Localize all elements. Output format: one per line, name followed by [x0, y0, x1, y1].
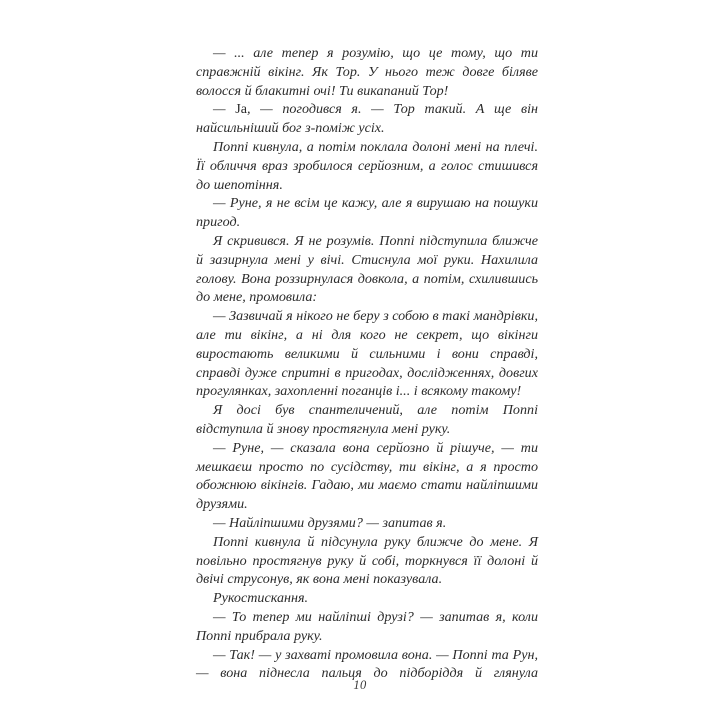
paragraph [196, 100, 538, 138]
paragraph: Рукостискання. [213, 590, 309, 607]
paragraph: Поппі кивнула, а потім поклала долоні мені на плечі. Її обличчя враз зробилося серйозним, а голос стишився до шепотіння. [196, 138, 538, 193]
body-text-column [196, 44, 538, 683]
paragraph-text-before: — [213, 101, 236, 118]
paragraph: — Руне, я не всім це кажу, але я вирушаю на пошуки пригод. [196, 195, 538, 231]
paragraph: — Так! — у захваті промовила вона. — Поппі та Рун, — вона піднесла пальця до підборіддя й глянула [196, 646, 538, 682]
paragraph: — То тепер ми найліпші друзі? — запитав я, коли Поппі прибрала руку. [196, 608, 538, 644]
paragraph-text-after: , — погодився я. — Тор такий. А ще він найсильніший бог з-поміж усіх. [196, 101, 538, 137]
paragraph: Я досі був спантеличений, але потім Поппі відступила й знову простягнула мені руку. [196, 402, 538, 437]
page-number: 10 [353, 678, 367, 692]
foreign-word-ja: Ja [235, 101, 247, 118]
paragraph: Я скривився. Я не розумів. Поппі підступила ближче й зазирнула мені у вічі. Стиснула мої руки. Нахилила голову. Вона роззирнулася довкола, а потім, схилившись до мене, промовила: [196, 232, 538, 306]
paragraph: — Найліпшими друзями? — запитав я. [213, 514, 447, 531]
paragraph: — ... але тепер я розумію, що це тому, що ти справжній вікінг. Як Тор. У нього теж довге біляве волосся й блакитні очі! Ти викапаний Тор! [196, 45, 538, 99]
paragraph: — Руне, — сказала вона серйозно й рішуче, — ти мешкаєш просто по сусідству, ти вікінг, а я просто обожнюю вікінгів. Гадаю, ми маємо стати найліпшими друзями. [196, 439, 538, 513]
paragraph: — Зазвичай я нікого не беру з собою в такі мандрівки, але ти вікінг, а ні для кого не секрет, що вікінги виростають великими й сильними і вони справді, справді дуже спритні в пригодах, дослідженнях, довгих прогулянках, захопленні поганців і... і всякому такому! [196, 308, 538, 400]
paragraph: Поппі кивнула й підсунула руку ближче до мене. Я повільно простягнув руку й собі, торкнувся її долоні й двічі струсонув, як вона мені показувала. [196, 533, 538, 588]
